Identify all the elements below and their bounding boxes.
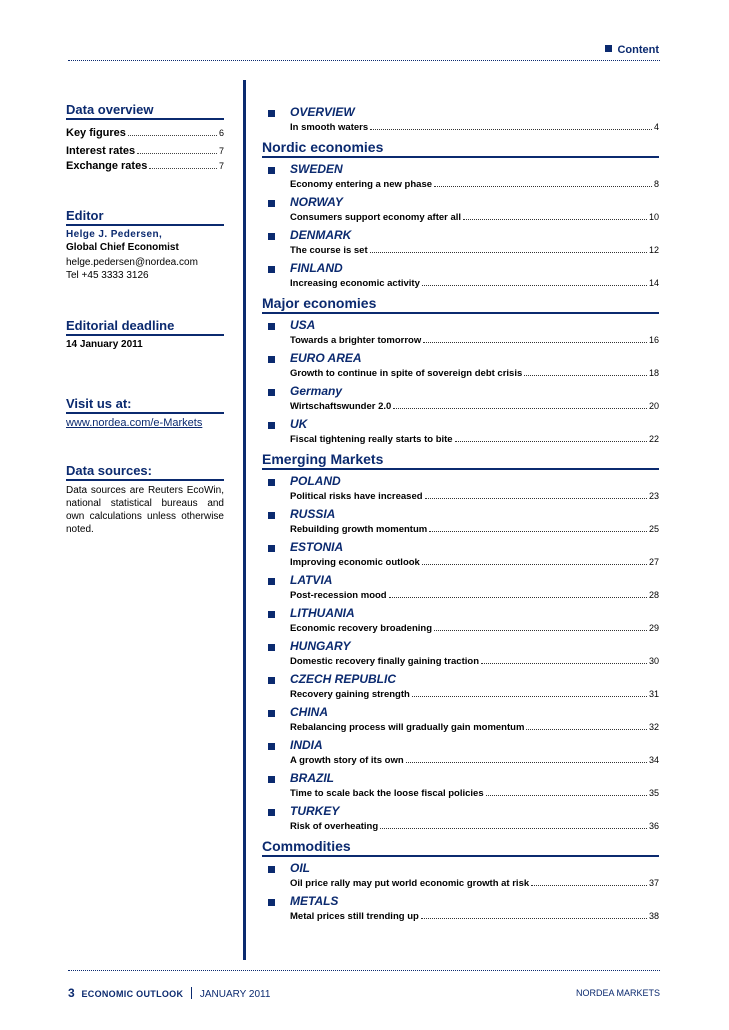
square-bullet-icon [268, 110, 275, 117]
toc-entry[interactable] [262, 639, 659, 669]
table-of-contents [262, 105, 659, 927]
toc-entry-desc: Post-recession mood [290, 590, 387, 601]
toc-entry-page: 31 [648, 689, 659, 699]
toc-entry-title: POLAND [290, 474, 341, 488]
toc-entry-desc: Growth to continue in spite of sovereign debt crisis [290, 368, 523, 379]
toc-entry-line [290, 333, 659, 348]
editor-heading: Editor [66, 208, 224, 226]
dot-leader [380, 819, 647, 829]
toc-entry-page: 32 [648, 722, 659, 732]
dot-leader [389, 588, 647, 598]
square-bullet-icon [268, 677, 275, 684]
website-link[interactable]: www.nordea.com/e-Markets [66, 417, 203, 429]
editor-phone: Tel +45 3333 3126 [66, 270, 149, 281]
toc-entry-desc: Economy entering a new phase [290, 179, 433, 190]
square-bullet-icon [268, 545, 275, 552]
toc-entry-page: 36 [648, 821, 659, 831]
toc-entry-title: LATVIA [290, 573, 333, 587]
toc-entry[interactable] [262, 261, 659, 291]
toc-entry-page: 37 [648, 878, 659, 888]
data-overview-heading: Data overview [66, 102, 224, 120]
header-divider [68, 60, 660, 61]
square-bullet-icon [268, 323, 275, 330]
section-heading: Emerging Markets [262, 451, 659, 470]
section-heading: Commodities [262, 838, 659, 857]
square-bullet-icon [605, 45, 612, 52]
toc-entry-page: 27 [648, 557, 659, 567]
toc-entry-title: DENMARK [290, 228, 352, 242]
toc-entry-title: Germany [290, 384, 343, 398]
toc-entry-page: 22 [648, 434, 659, 444]
toc-entry-desc: Wirtschaftswunder 2.0 [290, 401, 392, 412]
toc-entry[interactable] [262, 162, 659, 192]
toc-entry[interactable] [262, 105, 659, 135]
page-footer [68, 986, 660, 1000]
data-overview-item[interactable] [66, 145, 224, 157]
item-label: Key figures [66, 127, 126, 139]
issue-date: JANUARY 2011 [199, 989, 271, 1000]
section-heading: Major economies [262, 295, 659, 314]
section-heading: Nordic economies [262, 139, 659, 158]
toc-entry-line [290, 489, 659, 504]
toc-entry[interactable] [262, 573, 659, 603]
toc-entry-desc: Domestic recovery finally gaining traction [290, 656, 479, 667]
square-bullet-icon [268, 512, 275, 519]
dot-leader [370, 243, 647, 253]
square-bullet-icon [268, 233, 275, 240]
toc-entry[interactable] [262, 507, 659, 537]
dot-leader [429, 522, 647, 532]
toc-entry-line [290, 654, 659, 669]
dot-leader [425, 489, 647, 499]
footer-separator [191, 987, 192, 999]
toc-entry-desc: Time to scale back the loose fiscal policies [290, 788, 484, 799]
dot-leader [393, 399, 647, 409]
dot-leader [412, 687, 647, 697]
toc-entry[interactable] [262, 894, 659, 924]
toc-entry-page: 16 [648, 335, 659, 345]
page-number: 3 [68, 986, 75, 1000]
toc-entry-page: 34 [648, 755, 659, 765]
square-bullet-icon [268, 578, 275, 585]
toc-entry-page: 23 [648, 491, 659, 501]
item-page: 6 [218, 128, 224, 138]
toc-entry-title: CHINA [290, 705, 328, 719]
square-bullet-icon [268, 710, 275, 717]
toc-entry-page: 14 [648, 278, 659, 288]
toc-entry-title: ESTONIA [290, 540, 344, 554]
toc-entry-desc: Rebalancing process will gradually gain momentum [290, 722, 525, 733]
dot-leader [421, 909, 647, 919]
toc-entry-line [290, 366, 659, 381]
toc-entry[interactable] [262, 540, 659, 570]
toc-entry-title: LITHUANIA [290, 606, 355, 620]
toc-entry-line [290, 432, 659, 447]
toc-entry-desc: Increasing economic activity [290, 278, 420, 289]
brand-name: NORDEA MARKETS [575, 988, 660, 998]
deadline-heading: Editorial deadline [66, 318, 224, 336]
column-divider [243, 80, 246, 960]
toc-entry-title: EURO AREA [290, 351, 362, 365]
toc-entry-title: OIL [290, 861, 310, 875]
toc-entry-line [290, 588, 659, 603]
toc-entry-page: 18 [648, 368, 659, 378]
square-bullet-icon [268, 776, 275, 783]
toc-entry[interactable] [262, 384, 659, 414]
toc-entry-title: TURKEY [290, 804, 340, 818]
toc-entry-desc: A growth story of its own [290, 755, 404, 766]
editor-name: Helge J. Pedersen, [66, 229, 163, 240]
toc-entry-page: 12 [648, 245, 659, 255]
header-title: Content [617, 44, 659, 56]
toc-entry-line [290, 621, 659, 636]
dot-leader [531, 876, 647, 886]
toc-entry-line [290, 786, 659, 801]
toc-entry[interactable] [262, 417, 659, 447]
toc-entry-page: 35 [648, 788, 659, 798]
toc-entry-line [290, 753, 659, 768]
toc-entry-page: 38 [648, 911, 659, 921]
editor-email[interactable]: helge.pedersen@nordea.com [66, 257, 198, 268]
toc-entry-page: 20 [648, 401, 659, 411]
toc-entry-title: METALS [290, 894, 339, 908]
footer-divider [68, 970, 660, 971]
toc-entry-title: HUNGARY [290, 639, 351, 653]
toc-entry[interactable] [262, 195, 659, 225]
toc-entry-title: CZECH REPUBLIC [290, 672, 397, 686]
dot-leader [463, 210, 647, 220]
toc-entry-line [290, 522, 659, 537]
toc-entry-desc: Oil price rally may put world economic growth at risk [290, 878, 530, 889]
toc-entry[interactable] [262, 351, 659, 381]
toc-entry[interactable] [262, 738, 659, 768]
deadline-date: 14 January 2011 [66, 339, 143, 350]
toc-entry-title: FINLAND [290, 261, 343, 275]
square-bullet-icon [268, 611, 275, 618]
toc-entry-title: UK [290, 417, 308, 431]
toc-entry-line [290, 276, 659, 291]
square-bullet-icon [268, 389, 275, 396]
square-bullet-icon [268, 422, 275, 429]
square-bullet-icon [268, 479, 275, 486]
square-bullet-icon [268, 743, 275, 750]
toc-entry-page: 25 [648, 524, 659, 534]
toc-entry-desc: Fiscal tightening really starts to bite [290, 434, 453, 445]
toc-entry[interactable] [262, 771, 659, 801]
toc-entry-title: BRAZIL [290, 771, 334, 785]
toc-entry-line [290, 720, 659, 735]
toc-entry-title: NORWAY [290, 195, 343, 209]
page-header [605, 44, 659, 56]
toc-entry-desc: Political risks have increased [290, 491, 423, 502]
deadline-block [66, 318, 224, 351]
toc-entry-page: 30 [648, 656, 659, 666]
toc-entry[interactable] [262, 318, 659, 348]
toc-entry[interactable] [262, 672, 659, 702]
square-bullet-icon [268, 809, 275, 816]
toc-entry-desc: Towards a brighter tomorrow [290, 335, 422, 346]
toc-entry[interactable] [262, 606, 659, 636]
toc-entry-page: 10 [648, 212, 659, 222]
toc-entry-desc: Improving economic outlook [290, 557, 420, 568]
sources-text: Data sources are Reuters EcoWin, national statistical bureaus and own calculations unless otherwise noted. [66, 485, 224, 535]
toc-entry-title: SWEDEN [290, 162, 343, 176]
toc-entry-title: OVERVIEW [290, 105, 355, 119]
square-bullet-icon [268, 266, 275, 273]
toc-entry-line [290, 909, 659, 924]
toc-entry-desc: Rebuilding growth momentum [290, 524, 428, 535]
toc-entry-desc: The course is set [290, 245, 368, 256]
data-overview [66, 102, 224, 172]
visit-block [66, 396, 224, 429]
toc-entry[interactable] [262, 228, 659, 258]
toc-entry-title: INDIA [290, 738, 323, 752]
toc-entry-line [290, 819, 659, 834]
dot-leader [434, 177, 652, 187]
editor-block [66, 208, 224, 282]
toc-entry-line [290, 687, 659, 702]
toc-entry-line [290, 243, 659, 258]
toc-entry[interactable] [262, 705, 659, 735]
dot-leader [481, 654, 647, 664]
toc-entry-line [290, 399, 659, 414]
sources-heading: Data sources: [66, 463, 224, 481]
square-bullet-icon [268, 899, 275, 906]
square-bullet-icon [268, 356, 275, 363]
dot-leader [486, 786, 647, 796]
toc-entry-page: 29 [648, 623, 659, 633]
toc-entry-desc: Risk of overheating [290, 821, 379, 832]
dot-leader [526, 720, 647, 730]
toc-entry-desc: Consumers support economy after all [290, 212, 462, 223]
toc-entry-page: 8 [653, 179, 659, 189]
toc-entry-desc: In smooth waters [290, 122, 369, 133]
item-label: Interest rates [66, 145, 136, 157]
sources-block [66, 463, 224, 536]
toc-entry-line [290, 177, 659, 192]
toc-entry[interactable] [262, 474, 659, 504]
square-bullet-icon [268, 167, 275, 174]
visit-heading: Visit us at: [66, 396, 224, 414]
toc-entry-desc: Recovery gaining strength [290, 689, 410, 700]
toc-entry-line [290, 876, 659, 891]
toc-entry-line [290, 555, 659, 570]
dot-leader [422, 276, 647, 286]
toc-entry-line [290, 210, 659, 225]
data-overview-item[interactable] [66, 127, 224, 139]
dot-leader [434, 621, 647, 631]
square-bullet-icon [268, 644, 275, 651]
dot-leader [455, 432, 647, 442]
item-page: 7 [218, 161, 224, 171]
data-overview-item[interactable] [66, 160, 224, 172]
item-label: Exchange rates [66, 160, 148, 172]
dot-leader [423, 333, 647, 343]
dot-leader [370, 120, 652, 130]
square-bullet-icon [268, 200, 275, 207]
dot-leader [422, 555, 647, 565]
square-bullet-icon [268, 866, 275, 873]
toc-entry-desc: Metal prices still trending up [290, 911, 419, 922]
toc-entry-title: RUSSIA [290, 507, 336, 521]
toc-entry-page: 28 [648, 590, 659, 600]
toc-entry-page: 4 [653, 122, 659, 132]
dot-leader [524, 366, 647, 376]
publication-name: ECONOMIC OUTLOOK [81, 989, 184, 999]
toc-entry-desc: Economic recovery broadening [290, 623, 433, 634]
toc-entry[interactable] [262, 804, 659, 834]
toc-entry[interactable] [262, 861, 659, 891]
toc-entry-title: USA [290, 318, 316, 332]
toc-entry-line [290, 120, 659, 135]
dot-leader [406, 753, 647, 763]
item-page: 7 [218, 146, 224, 156]
editor-role: Global Chief Economist [66, 242, 179, 253]
